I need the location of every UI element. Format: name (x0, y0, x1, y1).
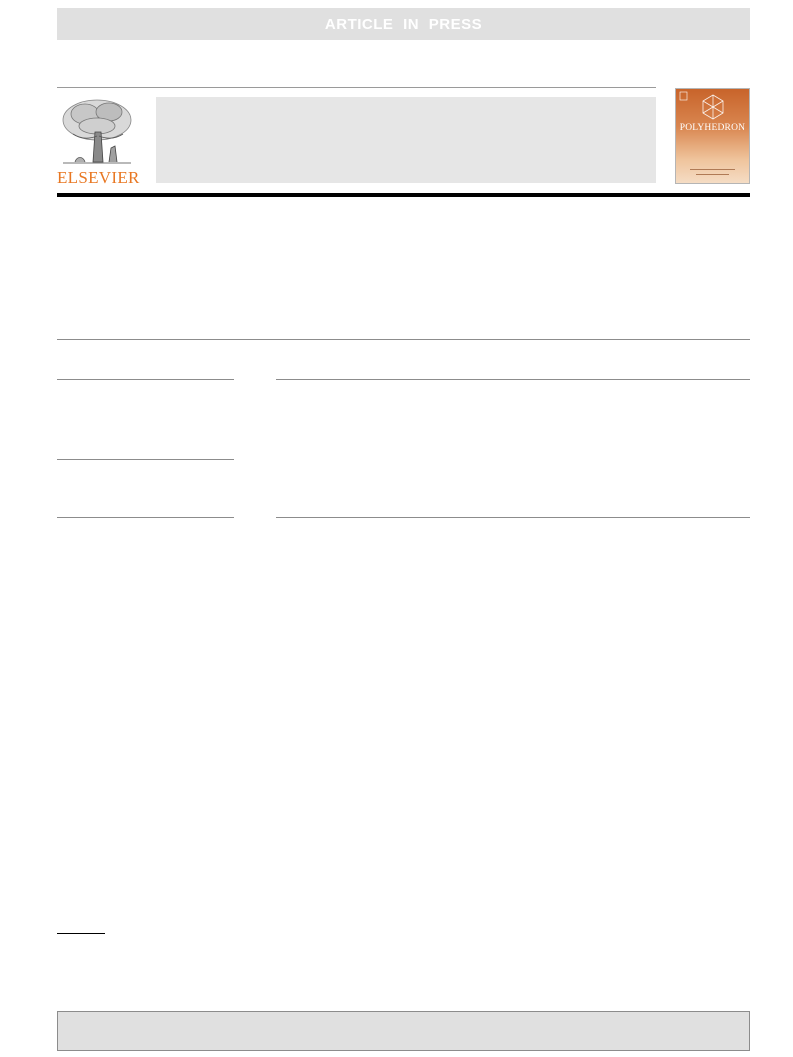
article-info-rule-middle (57, 459, 234, 460)
citation-footer-box (57, 1011, 750, 1051)
footnote-rule (57, 933, 105, 934)
journal-masthead (156, 97, 656, 183)
banner-text: ARTICLE IN PRESS (324, 15, 483, 33)
abstract-rule-bottom (276, 517, 750, 518)
masthead-top-rule (57, 87, 656, 88)
journal-cover (675, 88, 750, 184)
cover-title: POLYHEDRON (679, 123, 746, 133)
title-block-rule (57, 339, 750, 340)
tree-icon (57, 96, 137, 168)
article-in-press-banner (57, 8, 750, 40)
masthead-bottom-rule (57, 193, 750, 197)
abstract-rule-top (276, 379, 750, 380)
article-info-rule-top (57, 379, 234, 380)
article-info-rule-bottom (57, 517, 234, 518)
publisher-wordmark: ELSEVIER (57, 168, 140, 187)
